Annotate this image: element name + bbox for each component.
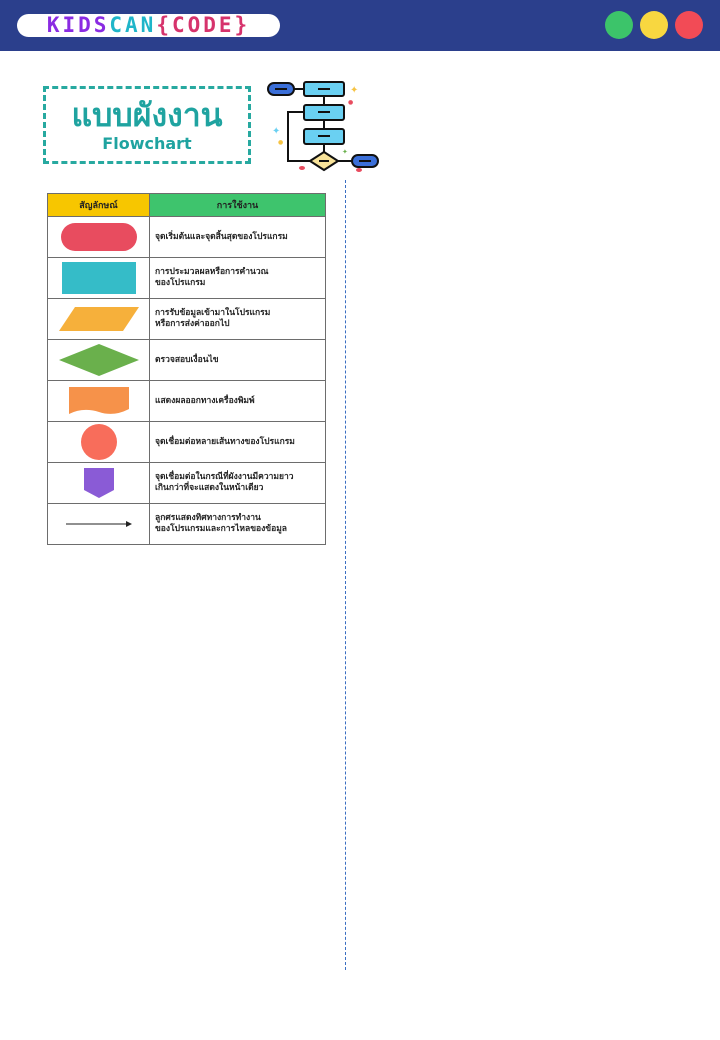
dot-yellow — [640, 11, 668, 39]
usage-cell: แสดงผลออกทางเครื่องพิมพ์ — [150, 381, 326, 422]
page-title-thai: แบบผังงาน — [71, 96, 223, 134]
symbol-cell — [48, 217, 150, 258]
svg-text:●: ● — [348, 99, 354, 106]
table-row — [48, 340, 326, 381]
usage-cell: ลูกศรแสดงทิศทางการทำงาน ของโปรแกรมและการไหลของข้อมูล — [150, 504, 326, 545]
page-title-english: Flowchart — [102, 134, 192, 153]
process-rectangle-icon — [59, 261, 139, 295]
symbol-cell — [48, 504, 150, 545]
flow-arrow-icon — [64, 519, 134, 529]
flowchart-symbol-table — [47, 193, 326, 545]
usage-cell: จุดเชื่อมต่อหลายเส้นทางของโปรแกรม — [150, 422, 326, 463]
usage-cell: จุดเชื่อมต่อในกรณีที่ผังงานมีความยาว เกินกว่าที่จะแสดงในหน้าเดียว — [150, 463, 326, 504]
flowchart-illustration-icon — [264, 78, 384, 176]
symbol-cell — [48, 258, 150, 299]
dot-green — [605, 11, 633, 39]
table-header-row — [48, 194, 326, 217]
header-bar — [0, 0, 720, 51]
symbol-cell — [48, 340, 150, 381]
table-row — [48, 504, 326, 545]
dot-red — [675, 11, 703, 39]
usage-cell: จุดเริ่มต้นและจุดสิ้นสุดของโปรแกรม — [150, 217, 326, 258]
table-row — [48, 258, 326, 299]
svg-text:✦: ✦ — [350, 85, 359, 96]
brand-text: KIDSCAN{CODE} — [46, 13, 251, 37]
svg-text:✦: ✦ — [342, 148, 348, 156]
terminal-pill-icon — [59, 221, 139, 253]
table-row — [48, 299, 326, 340]
offpage-connector-icon — [82, 466, 116, 500]
table-row — [48, 381, 326, 422]
svg-text:●: ● — [278, 139, 284, 146]
brand-logo — [17, 14, 280, 37]
usage-cell: ตรวจสอบเงื่อนไข — [150, 340, 326, 381]
document-print-icon — [67, 385, 131, 417]
title-box — [43, 86, 251, 164]
column-divider — [345, 180, 346, 970]
connector-circle-icon — [79, 422, 119, 462]
symbol-cell — [48, 299, 150, 340]
window-dots — [605, 11, 703, 39]
usage-cell: การประมวลผลหรือการคำนวณ ของโปรแกรม — [150, 258, 326, 299]
table-row — [48, 217, 326, 258]
symbol-cell — [48, 463, 150, 504]
symbol-cell — [48, 422, 150, 463]
header-symbol: สัญลักษณ์ — [48, 194, 150, 217]
header-usage: การใช้งาน — [150, 194, 326, 217]
table-row — [48, 463, 326, 504]
usage-cell: การรับข้อมูลเข้ามาในโปรแกรม หรือการส่งค่าออกไป — [150, 299, 326, 340]
svg-text:✦: ✦ — [272, 126, 281, 137]
input-output-parallelogram-icon — [57, 305, 141, 333]
symbol-cell — [48, 381, 150, 422]
table-row — [48, 422, 326, 463]
decision-diamond-icon — [57, 343, 141, 377]
